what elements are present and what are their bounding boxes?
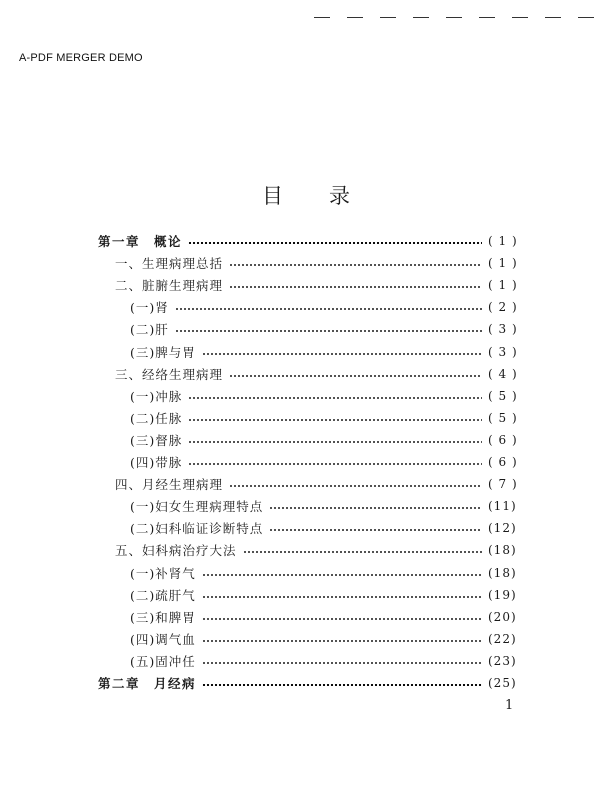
toc-entry-label: (三)脾与胃 bbox=[130, 344, 196, 360]
dot-leader bbox=[229, 286, 482, 288]
toc-entry-label: (四)调气血 bbox=[130, 631, 196, 647]
toc-entry-page: ( 2 ) bbox=[488, 300, 518, 315]
toc-entry[interactable] bbox=[130, 563, 532, 583]
toc-entry[interactable] bbox=[130, 607, 532, 627]
toc-entry-page: (22) bbox=[488, 631, 517, 646]
toc-entry[interactable] bbox=[130, 651, 532, 671]
toc-entry-page: (11) bbox=[488, 499, 517, 514]
dot-leader bbox=[202, 574, 482, 576]
toc-entry[interactable] bbox=[98, 231, 532, 251]
toc-entry-page: (25) bbox=[488, 676, 517, 690]
dot-leader bbox=[243, 551, 482, 553]
toc-entry-page: (12) bbox=[488, 521, 517, 536]
dot-leader bbox=[229, 264, 482, 266]
toc-entry-page: ( 4 ) bbox=[488, 366, 518, 381]
toc-entry-page: ( 5 ) bbox=[488, 388, 518, 403]
toc-entry-label: 四、月经生理病理 bbox=[115, 477, 224, 493]
dot-leader bbox=[229, 375, 482, 377]
toc-entry-label: (二)肝 bbox=[130, 322, 169, 338]
toc-entry-label: (一)妇女生理病理特点 bbox=[130, 499, 264, 515]
toc-entry[interactable] bbox=[115, 474, 532, 494]
toc-entry-page: ( 3 ) bbox=[488, 322, 518, 337]
toc-entry[interactable] bbox=[98, 673, 532, 693]
dot-leader bbox=[188, 441, 482, 443]
toc-entry[interactable] bbox=[130, 629, 532, 649]
toc-entry-label: (一)冲脉 bbox=[130, 388, 183, 404]
toc-entry-label: (二)疏肝气 bbox=[130, 587, 196, 603]
toc-entry[interactable] bbox=[115, 253, 532, 273]
dot-leader bbox=[188, 242, 482, 244]
toc-entry-label: (一)肾 bbox=[130, 300, 169, 316]
toc-entry-label: 第二章 月经病 bbox=[98, 676, 197, 691]
toc-entry-label: (二)任脉 bbox=[130, 410, 183, 426]
toc-entry-label: 第一章 概论 bbox=[98, 234, 183, 249]
toc-entry[interactable] bbox=[130, 297, 532, 317]
toc-entry-label: 二、脏腑生理病理 bbox=[115, 278, 224, 294]
toc-entry[interactable] bbox=[130, 518, 532, 538]
toc-entry-label: (五)固冲任 bbox=[130, 653, 196, 669]
toc-entry[interactable] bbox=[130, 342, 532, 362]
page-title: 目录 bbox=[262, 184, 396, 208]
dot-leader bbox=[175, 330, 482, 332]
dot-leader bbox=[269, 507, 482, 509]
toc-entry[interactable] bbox=[130, 496, 532, 516]
toc-entry[interactable] bbox=[130, 585, 532, 605]
dot-leader bbox=[269, 529, 482, 531]
toc-entry-label: 一、生理病理总括 bbox=[115, 256, 224, 272]
toc-entry-page: ( 6 ) bbox=[488, 455, 518, 469]
toc-entry[interactable] bbox=[115, 540, 532, 560]
toc-entry-page: ( 1 ) bbox=[488, 234, 518, 248]
toc-entry-label: (二)妇科临证诊断特点 bbox=[130, 521, 264, 537]
dot-leader bbox=[188, 397, 482, 399]
dot-leader bbox=[202, 596, 482, 598]
dot-leader bbox=[229, 485, 482, 487]
dot-leader bbox=[188, 463, 482, 465]
toc-entry[interactable] bbox=[130, 408, 532, 428]
toc-entry-label: (一)补肾气 bbox=[130, 565, 196, 581]
toc-entry-page: ( 7 ) bbox=[488, 477, 518, 492]
toc-entry-label: (三)督脉 bbox=[130, 432, 183, 448]
dot-leader bbox=[202, 640, 482, 642]
dot-leader bbox=[202, 618, 482, 620]
dot-leader bbox=[202, 662, 482, 664]
toc-entry-page: (19) bbox=[488, 587, 517, 602]
toc-entry[interactable] bbox=[115, 275, 532, 295]
toc-entry[interactable] bbox=[130, 319, 532, 339]
toc-entry-page: ( 1 ) bbox=[488, 256, 518, 271]
toc-entry[interactable] bbox=[130, 386, 532, 406]
top-dash-line bbox=[314, 10, 604, 24]
toc-entry-label: (三)和脾胃 bbox=[130, 609, 196, 625]
watermark-text: A-PDF MERGER DEMO bbox=[19, 52, 143, 64]
dot-leader bbox=[202, 684, 482, 686]
toc-entry-page: (20) bbox=[488, 609, 517, 624]
toc-entry[interactable] bbox=[115, 364, 532, 384]
toc-entry[interactable] bbox=[130, 430, 532, 450]
toc-entry[interactable] bbox=[130, 452, 532, 472]
toc-entry-page: ( 6 ) bbox=[488, 432, 518, 447]
toc-entry-label: 三、经络生理病理 bbox=[115, 366, 224, 382]
dot-leader bbox=[188, 419, 482, 421]
toc-entry-page: (23) bbox=[488, 653, 517, 668]
toc-entry-label: (四)带脉 bbox=[130, 455, 183, 470]
toc-entry-page: ( 1 ) bbox=[488, 278, 518, 293]
toc-entry-page: ( 5 ) bbox=[488, 410, 518, 425]
toc-entry-page: (18) bbox=[488, 543, 517, 558]
toc-entry-page: (18) bbox=[488, 565, 517, 580]
toc-entry-label: 五、妇科病治疗大法 bbox=[115, 543, 237, 559]
toc-entry-page: ( 3 ) bbox=[488, 344, 518, 359]
dot-leader bbox=[175, 308, 482, 310]
page-number: 1 bbox=[505, 698, 514, 713]
dot-leader bbox=[202, 353, 482, 355]
